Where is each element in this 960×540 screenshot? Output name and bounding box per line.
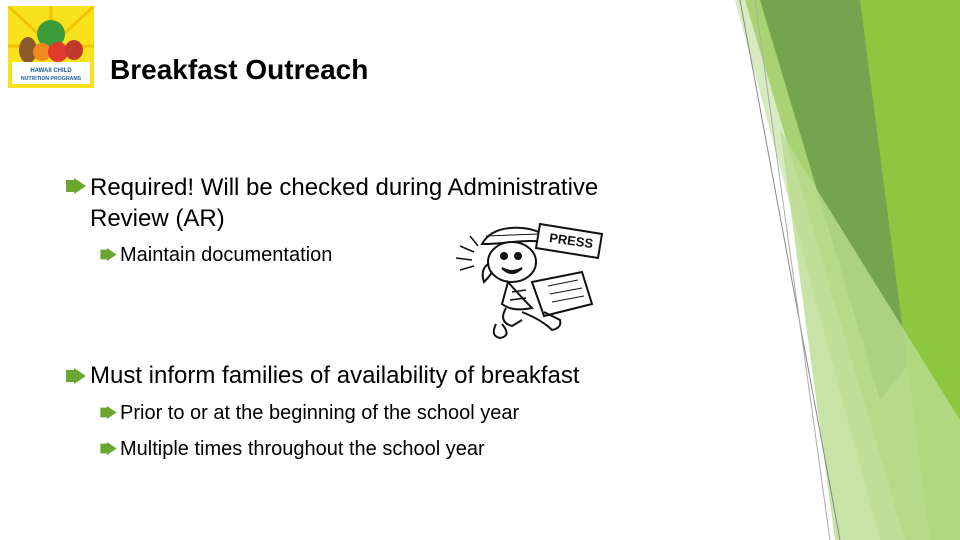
- slide-title: Breakfast Outreach: [110, 54, 369, 85]
- sub-bullet-arrow-icon: [100, 442, 117, 455]
- bullet-required-line2: Review (AR): [90, 205, 225, 232]
- sub-bullet-maintain-documentation: Maintain documentation: [120, 244, 333, 266]
- newsboy-press-cartoon: [452, 212, 612, 342]
- press-sign-text: PRESS: [548, 230, 595, 252]
- bullet-must-inform: Must inform families of availability of breakfast: [90, 362, 580, 389]
- bullet-required: [90, 172, 710, 234]
- sub-bullet-prior-to-school-year: Prior to or at the beginning of the school year: [120, 402, 520, 424]
- logo-text-line2: NUTRITION PROGRAMS: [20, 76, 82, 82]
- sub-bullet-arrow-icon: [100, 406, 117, 419]
- bullet-required-line1: Required! Will be checked during Administrative: [90, 174, 599, 201]
- bullet-arrow-icon: [66, 178, 86, 194]
- bullet-arrow-icon: [66, 368, 86, 384]
- sub-bullet-arrow-icon: [100, 248, 117, 261]
- hawaii-child-nutrition-logo: [8, 6, 94, 88]
- sub-bullet-multiple-times: Multiple times throughout the school year: [120, 438, 485, 460]
- logo-text-line1: HAWAII CHILD: [30, 68, 72, 74]
